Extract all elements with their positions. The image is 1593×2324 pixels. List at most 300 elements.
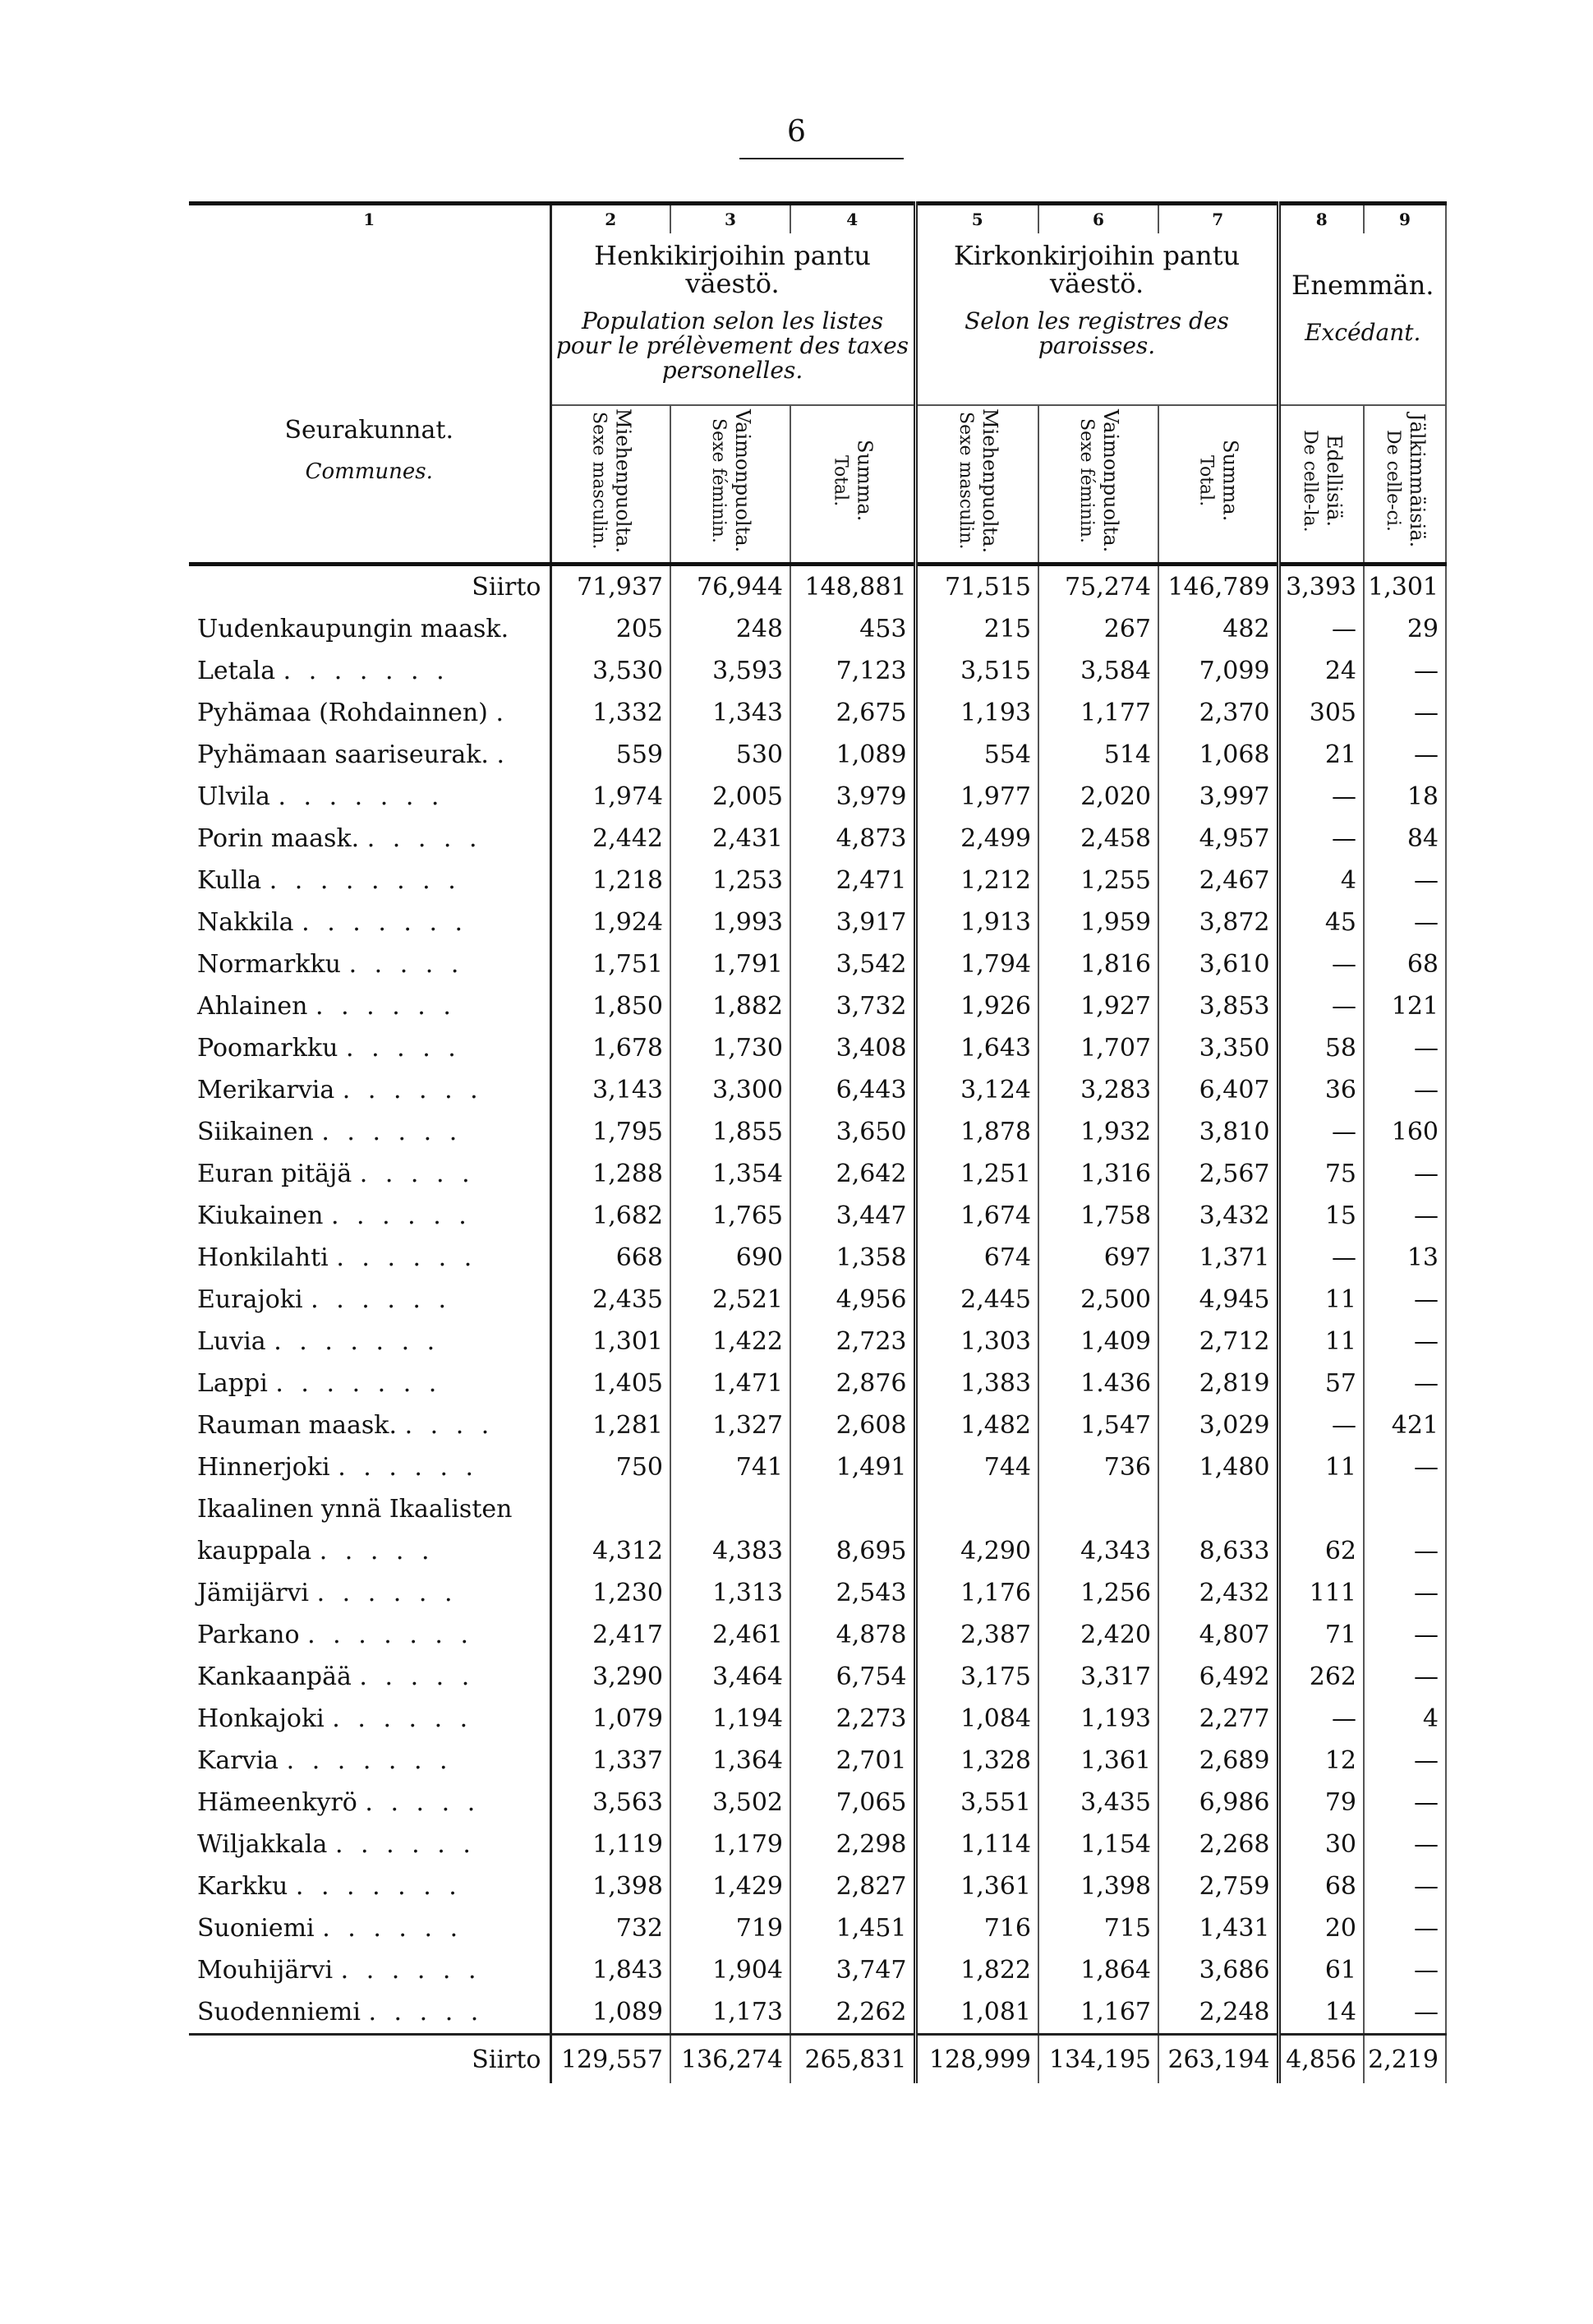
communes-label-fr: Communes. [305,459,433,484]
population-value: 1,194 [670,1698,790,1740]
leader-dots: . . . . . . [336,1243,477,1272]
commune-name-text: Uudenkaupungin maask. [197,615,509,643]
population-value: 559 [550,734,670,776]
population-value: 1,959 [1038,901,1158,943]
col-num-7: 7 [1158,204,1278,234]
col-num-2: 2 [550,204,670,234]
table-row [189,1656,1446,1698]
carry-over-value: 71,515 [915,565,1038,609]
population-value: 716 [915,1907,1038,1949]
population-value: 3,029 [1158,1404,1278,1446]
carry-over-value: 75,274 [1038,565,1158,609]
population-value: 3,432 [1158,1195,1278,1237]
commune-name-text: Luvia [197,1327,266,1356]
carry-over-row-top [189,565,1446,609]
population-value: — [1364,1656,1446,1698]
commune-name [189,1237,550,1279]
population-value: 57 [1278,1363,1364,1404]
population-value: 2,675 [790,692,915,734]
population-value: 3,317 [1038,1656,1158,1698]
population-value [1364,1488,1446,1530]
population-value: 668 [550,1237,670,1279]
leader-dots: . . . . . . . [278,782,444,811]
population-value: 1,794 [915,943,1038,985]
commune-name [189,650,550,692]
carry-over-total: 265,831 [790,2035,915,2084]
sub-latter: Jälkimmäisiä. De celle-ci. [1364,405,1446,565]
table-row [189,692,1446,734]
population-value: 7,065 [790,1782,915,1824]
leader-dots: . . . . . . . [302,908,468,937]
population-value: 1,850 [550,985,670,1027]
commune-name-text: Kankaanpää [197,1662,352,1691]
leader-dots: . . . . . [366,824,482,853]
population-value [550,1488,670,1530]
population-value: 1,193 [915,692,1038,734]
population-value: — [1364,1949,1446,1991]
population-value: 24 [1278,650,1364,692]
population-value: — [1364,1279,1446,1321]
col-num-6: 6 [1038,204,1158,234]
leader-dots: . . . . . . [311,1285,452,1314]
population-value: — [1364,1195,1446,1237]
population-value: 2,417 [550,1614,670,1656]
leader-dots: . . . . . . [330,1201,472,1230]
population-value: — [1364,1363,1446,1404]
population-value: 744 [915,1446,1038,1488]
population-value: 11 [1278,1446,1364,1488]
population-value: — [1364,901,1446,943]
commune-name-text: Kulla [197,866,262,895]
population-value: 3,408 [790,1027,915,1069]
commune-name [189,1195,550,1237]
population-value: 3,502 [670,1782,790,1824]
population-value: 1,218 [550,860,670,901]
population-value: 1,328 [915,1740,1038,1782]
population-value: 2,759 [1158,1865,1278,1907]
population-value: 29 [1364,608,1446,650]
population-value: 1,480 [1158,1446,1278,1488]
population-value: 1,332 [550,692,670,734]
commune-name [189,1572,550,1614]
population-value: — [1364,1069,1446,1111]
population-value: 20 [1278,1907,1364,1949]
commune-name-text: Kiukainen [197,1201,324,1230]
table-row [189,1865,1446,1907]
population-value: 3,551 [915,1782,1038,1824]
commune-name-text: Normarkku [197,950,342,979]
population-value: 2,499 [915,818,1038,860]
population-value: 3,435 [1038,1782,1158,1824]
population-value: 1,167 [1038,1991,1158,2035]
population-value: 690 [670,1237,790,1279]
population-value: 1,327 [670,1404,790,1446]
table-row [189,1363,1446,1404]
population-value: 267 [1038,608,1158,650]
population-value: 1,843 [550,1949,670,1991]
page-number: 6 [787,115,806,149]
population-value: 6,407 [1158,1069,1278,1111]
population-value: 741 [670,1446,790,1488]
population-value: — [1364,1824,1446,1865]
population-value: 8,695 [790,1530,915,1572]
population-value: 674 [915,1237,1038,1279]
table-row [189,1614,1446,1656]
population-value: 1,230 [550,1572,670,1614]
commune-name-text: Karvia [197,1746,279,1775]
population-value: 7,123 [790,650,915,692]
population-value: 1,422 [670,1321,790,1363]
population-value: — [1278,776,1364,818]
table-row [189,1111,1446,1153]
population-value: 482 [1158,608,1278,650]
commune-name [189,1698,550,1740]
commune-name [189,1907,550,1949]
population-value: — [1278,1237,1364,1279]
population-value: 1,491 [790,1446,915,1488]
population-value: 2,458 [1038,818,1158,860]
carry-over-label-top: Siirto [189,565,550,609]
population-value: 7,099 [1158,650,1278,692]
table-row [189,1488,1446,1530]
population-value: 1,337 [550,1740,670,1782]
population-value: 2,262 [790,1991,915,2035]
population-value: 3,610 [1158,943,1278,985]
population-value: 6,443 [790,1069,915,1111]
page-number-rule [739,158,904,159]
population-value: 3,143 [550,1069,670,1111]
population-value: 3,584 [1038,650,1158,692]
population-value: — [1364,1614,1446,1656]
population-value: 2,689 [1158,1740,1278,1782]
table-row [189,1991,1446,2035]
population-value: 4 [1364,1698,1446,1740]
population-value: 1,114 [915,1824,1038,1865]
population-value [1278,1488,1364,1530]
population-value: 262 [1278,1656,1364,1698]
population-value: 2,387 [915,1614,1038,1656]
leader-dots: . . . . . . [334,1830,476,1859]
table-row [189,1404,1446,1446]
commune-name-text: Porin maask. [197,824,360,853]
population-value: 2,521 [670,1279,790,1321]
carry-over-value: 71,937 [550,565,670,609]
population-value: — [1364,1865,1446,1907]
group-tax-lists [550,233,915,405]
population-value: 1,177 [1038,692,1158,734]
leader-dots: . . . . . . [342,1076,483,1104]
commune-name-text: Poomarkku [197,1034,338,1063]
table-row [189,1321,1446,1363]
population-value: 3,650 [790,1111,915,1153]
group-excess [1278,233,1446,405]
population-value: — [1364,1740,1446,1782]
population-value: 205 [550,608,670,650]
population-value: 3,290 [550,1656,670,1698]
table-row [189,1027,1446,1069]
commune-name [189,1153,550,1195]
commune-name-text: Ahlainen [197,992,308,1021]
population-value: 1,212 [915,860,1038,901]
population-value: 1,383 [915,1363,1038,1404]
population-value: 1,081 [915,1991,1038,2035]
carry-over-value: 1,301 [1364,565,1446,609]
population-value: 1,730 [670,1027,790,1069]
population-value: 2,020 [1038,776,1158,818]
population-value: — [1278,1698,1364,1740]
population-value: 2,471 [790,860,915,901]
leader-dots: . . . . . . [338,1453,479,1482]
population-value: — [1364,1153,1446,1195]
population-value: 45 [1278,901,1364,943]
population-value: 715 [1038,1907,1158,1949]
population-value: 62 [1278,1530,1364,1572]
sub-female-1: Vaimonpuolta. Sexe féminin. [670,405,790,565]
commune-name [189,1656,550,1698]
carry-over-value: 146,789 [1158,565,1278,609]
population-value: 3,732 [790,985,915,1027]
population-value: 1,119 [550,1824,670,1865]
population-value: 1,471 [670,1363,790,1404]
population-value: 3,853 [1158,985,1278,1027]
commune-name [189,943,550,985]
leader-dots: . . . . . . [332,1704,473,1733]
commune-name-text: Suoniemi [197,1914,315,1943]
population-value: 1,974 [550,776,670,818]
population-value: 71 [1278,1614,1364,1656]
population-value: 1,758 [1038,1195,1158,1237]
leader-dots: . . . . . [346,1034,461,1063]
commune-name [189,734,550,776]
population-value: 1,084 [915,1698,1038,1740]
population-value: 11 [1278,1279,1364,1321]
population-value: 2,442 [550,818,670,860]
population-value: 2,461 [670,1614,790,1656]
population-value: 1,251 [915,1153,1038,1195]
carry-over-total: 2,219 [1364,2035,1446,2084]
population-value: 514 [1038,734,1158,776]
sub-male-1: Miehenpuolta. Sexe masculin. [550,405,670,565]
leader-dots: . . . . . [348,950,464,979]
column-number-row [189,204,1446,234]
population-value: 1,678 [550,1027,670,1069]
population-value: 2,005 [670,776,790,818]
table-row [189,1279,1446,1321]
carry-over-total: 129,557 [550,2035,670,2084]
commune-name-text: Eurajoki [197,1285,303,1314]
population-value: 2,435 [550,1279,670,1321]
population-value: 1,068 [1158,734,1278,776]
population-value: 1,751 [550,943,670,985]
population-value: 1,358 [790,1237,915,1279]
population-value: 1,927 [1038,985,1158,1027]
population-value: 1,405 [550,1363,670,1404]
population-value: 1,707 [1038,1027,1158,1069]
population-value: 2,500 [1038,1279,1158,1321]
population-value: 1,361 [1038,1740,1158,1782]
carry-over-row-bottom [189,2035,1446,2084]
leader-dots: . . . . . [359,1160,475,1188]
population-value: 1,398 [550,1865,670,1907]
commune-name [189,1446,550,1488]
population-value: — [1278,608,1364,650]
population-value: 3,542 [790,943,915,985]
population-value: 1,429 [670,1865,790,1907]
population-value: 160 [1364,1111,1446,1153]
population-value: 1,765 [670,1195,790,1237]
population-value: 1,643 [915,1027,1038,1069]
commune-name [189,1111,550,1153]
population-value: 3,350 [1158,1027,1278,1069]
population-value: 1,364 [670,1740,790,1782]
population-value: 3,979 [790,776,915,818]
commune-name-text: Mouhijärvi [197,1956,334,1985]
table-row [189,943,1446,985]
population-value: 2,248 [1158,1991,1278,2035]
commune-name [189,1279,550,1321]
population-value: 2,268 [1158,1824,1278,1865]
leader-dots: . . . . . . [322,1914,463,1943]
population-value: 1,288 [550,1153,670,1195]
table-row [189,1740,1446,1782]
population-value: 1,313 [670,1572,790,1614]
table-row [189,1572,1446,1614]
population-value: 11 [1278,1321,1364,1363]
population-value: 14 [1278,1991,1364,2035]
population-value: 3,917 [790,901,915,943]
carry-over-value: 148,881 [790,565,915,609]
population-value: 4,807 [1158,1614,1278,1656]
table-row [189,1153,1446,1195]
commune-name-text: Pyhämaan saariseurak. [197,740,489,769]
group-parish-registers-fr: Selon les registres des paroisses. [965,307,1229,359]
leader-dots: . . . . . . [321,1118,463,1146]
population-value: 6,754 [790,1656,915,1698]
table-row [189,860,1446,901]
population-value: 1,451 [790,1907,915,1949]
commune-name [189,776,550,818]
table-row [189,1824,1446,1865]
leader-dots: . [496,740,510,769]
col-num-8: 8 [1278,204,1364,234]
leader-dots: . . . . . [359,1662,475,1691]
population-value: 6,492 [1158,1656,1278,1698]
sub-total-2: Summa. Total. [1158,405,1278,565]
population-value: 2,819 [1158,1363,1278,1404]
table-row [189,776,1446,818]
carry-over-total: 263,194 [1158,2035,1278,2084]
communes-label-fi: Seurakunnat. [284,416,453,445]
population-value: 18 [1364,776,1446,818]
population-value: 1,791 [670,943,790,985]
population-value: 1,547 [1038,1404,1158,1446]
population-value: 1,343 [670,692,790,734]
population-value: 3,747 [790,1949,915,1991]
table-row [189,1530,1446,1572]
population-value: 421 [1364,1404,1446,1446]
carry-over-total: 136,274 [670,2035,790,2084]
population-value: 4,383 [670,1530,790,1572]
population-value: 2,445 [915,1279,1038,1321]
table-row [189,901,1446,943]
population-value: 2,701 [790,1740,915,1782]
population-value: 1,361 [915,1865,1038,1907]
population-value: 84 [1364,818,1446,860]
population-value: 1,431 [1158,1907,1278,1949]
commune-name [189,1530,550,1572]
commune-name-text: Nakkila [197,908,294,937]
commune-name-text: Honkilahti [197,1243,329,1272]
commune-name [189,1824,550,1865]
population-value: 68 [1364,943,1446,985]
group-excess-fi: Enemmän. [1291,270,1434,301]
commune-name [189,608,550,650]
carry-over-label-bottom: Siirto [189,2035,550,2084]
carry-over-value: 76,944 [670,565,790,609]
leader-dots: . . . . . . . [283,657,449,685]
population-value: 2,277 [1158,1698,1278,1740]
population-value: 75 [1278,1153,1364,1195]
col-num-1: 1 [189,204,550,234]
population-value: — [1278,943,1364,985]
population-value: 1,079 [550,1698,670,1740]
population-value: 3,563 [550,1782,670,1824]
table-row [189,1782,1446,1824]
leader-dots: . . . . . . [340,1956,481,1985]
population-value: 3,515 [915,650,1038,692]
population-value: 2,608 [790,1404,915,1446]
population-value: 1,482 [915,1404,1038,1446]
communes-header [189,233,550,565]
population-value: 2,642 [790,1153,915,1195]
population-value: 1,924 [550,901,670,943]
commune-name [189,1991,550,2035]
sub-female-2: Vaimonpuolta. Sexe féminin. [1038,405,1158,565]
leader-dots: . . . . . . . . [269,866,461,895]
leader-dots: . . . . . . . [307,1621,474,1649]
population-value: — [1364,860,1446,901]
population-value: 3,530 [550,650,670,692]
population-value: 1,154 [1038,1824,1158,1865]
carry-over-total: 134,195 [1038,2035,1158,2084]
population-value: 1,822 [915,1949,1038,1991]
commune-name [189,860,550,901]
population-value: 15 [1278,1195,1364,1237]
population-value: 215 [915,608,1038,650]
col-num-5: 5 [915,204,1038,234]
population-value: 1,316 [1038,1153,1158,1195]
population-value: 3,175 [915,1656,1038,1698]
commune-name-text: Rauman maask. [197,1411,398,1440]
population-value: 2,543 [790,1572,915,1614]
commune-name-text: Ulvila [197,782,270,811]
population-value: 1,371 [1158,1237,1278,1279]
population-value: — [1364,1530,1446,1572]
group-excess-fr: Excédant. [1305,319,1421,346]
population-value: 2,432 [1158,1572,1278,1614]
group-tax-lists-fi: Henkikirjoihin pantu väestö. [594,240,871,299]
commune-name-text: Siikainen [197,1118,314,1146]
population-value: — [1364,1027,1446,1069]
sub-total-1: Summa. Total. [790,405,915,565]
population-value: — [1364,650,1446,692]
population-value: 12 [1278,1740,1364,1782]
group-parish-registers [915,233,1278,405]
population-value: 4,878 [790,1614,915,1656]
population-value: 2,370 [1158,692,1278,734]
population-value: — [1278,1404,1364,1446]
population-value: 4,873 [790,818,915,860]
